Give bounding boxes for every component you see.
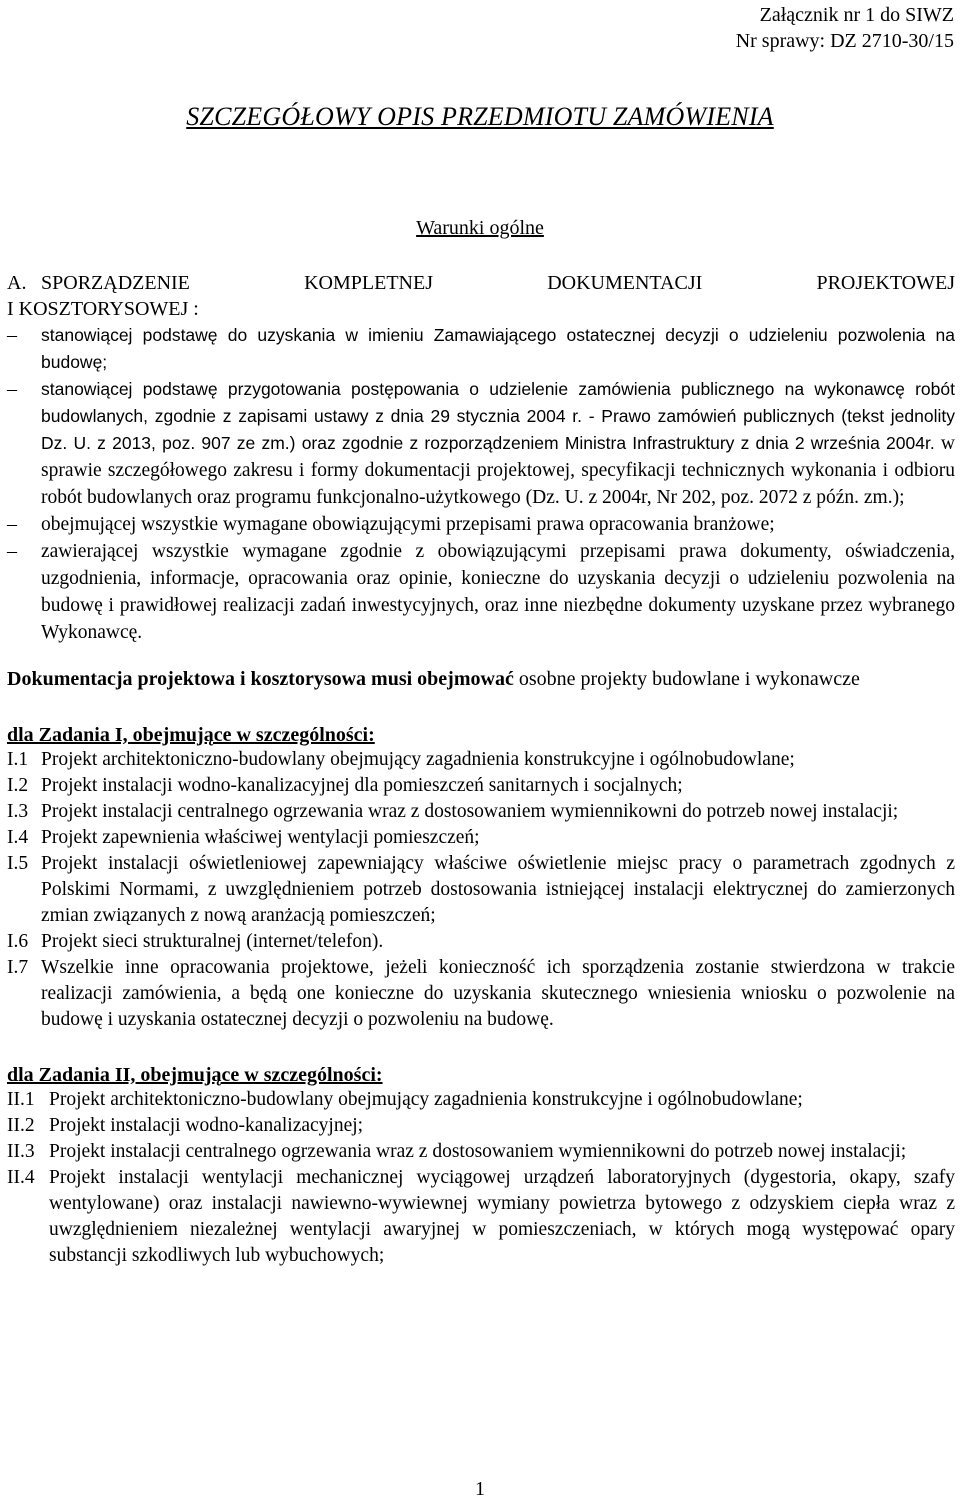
item-text: Projekt zapewnienia właściwej wentylacji pomieszczeń; (41, 827, 480, 848)
list-item (7, 1165, 955, 1269)
list-item-text: zawierającej wszystkie wymagane zgodnie z obowiązującymi przepisami prawa dokumenty, oświadczenia, uzgodnienia, informacje, opracowania oraz opinie, konieczne do uzyskania decyzji o udzieleniu pozwolenia na budowę i prawidłowej realizacji zadań inwestycyjnych, oraz inne niezbędne dokumenty uzyskane przez wybranego Wykonawcę. (41, 541, 955, 643)
list-item (7, 955, 955, 1033)
list-item (7, 538, 955, 646)
item-text: Projekt instalacji centralnego ogrzewania wraz z dostosowaniem wymiennikowni do potrzeb nowej instalacji; (49, 1141, 907, 1162)
item-text: Projekt sieci strukturalnej (internet/telefon). (41, 931, 384, 952)
document-body (7, 270, 955, 1269)
section-a-title-line1: SPORZĄDZENIE KOMPLETNEJ DOKUMENTACJI PROJEKTOWEJ (41, 272, 955, 294)
list-item (7, 929, 955, 955)
section-a-number: A. (7, 272, 27, 294)
item-text: Projekt instalacji wentylacji mechanicznej wyciągowej urządzeń laboratoryjnych (dygestoria, okapy, szafy wentylowane) oraz instalacji nawiewno-wywiewnej wymiany powietrza bytowego z odzyskiem ciepła wraz z uwzględnieniem niezależnej wentylacji awaryjnej w pomieszczeniach, w których mogą występować opary substancji szkodliwych lub wybuchowych; (49, 1167, 955, 1266)
list-item (7, 1087, 955, 1113)
list-item (7, 511, 955, 538)
list-item-text: obejmującej wszystkie wymagane obowiązującymi przepisami prawa opracowania branżowe; (41, 514, 775, 535)
item-number: I.1 (7, 749, 29, 770)
item-text: Wszelkie inne opracowania projektowe, jeżeli konieczność ich sporządzenia zostanie stwierdzona w trakcie realizacji zamówienia, a będą one konieczne do uzyskania skutecznego wniesienia wniosku o pozwolenie na budowę i uzyskania ostatecznej decyzji o pozwoleniu na budowę. (41, 957, 955, 1030)
dash-bullet: – (7, 513, 17, 535)
section-a-title-line2: I KOSZTORYSOWEJ : (7, 298, 199, 320)
item-text: Projekt instalacji oświetleniowej zapewniający właściwe oświetlenie miejsc pracy o parametrach zgodnych z Polskimi Normami, z uwzględnieniem potrzeb dostosowania istniejącej instalacji elektrycznej do zamierzonych zmian związanych z nową aranżacją pomieszczeń; (41, 853, 955, 926)
list-item (7, 1139, 955, 1165)
zadanie-2-heading: dla Zadania II, obejmujące w szczególności: (7, 1064, 383, 1086)
document-title: SZCZEGÓŁOWY OPIS PRZEDMIOTU ZAMÓWIENIA (186, 102, 774, 131)
item-number: II.4 (7, 1167, 35, 1188)
legal-basis-text: stanowiącej podstawę przygotowania postępowania o udzielenie zamówienia publicznego na wykonawcę robót budowlanych, zgodnie z zapisami ustawy z dnia 29 stycznia 2004 r. - Prawo zamówień publicznych (tekst jednolity Dz. U. z 2013, poz. 907 ze zm.) oraz zgodnie z rozporządzeniem Ministra Infrastruktury z dnia 2 września 2004r. (41, 379, 955, 453)
item-number: II.1 (7, 1089, 35, 1110)
dash-bullet: – (7, 540, 17, 562)
item-number: I.6 (7, 931, 29, 952)
list-item (7, 1113, 955, 1139)
attachment-label: Załącznik nr 1 do SIWZ (759, 4, 954, 26)
item-number: I.2 (7, 775, 29, 796)
dash-bullet: – (7, 378, 17, 400)
list-item-text: stanowiącej podstawę do uzyskania w imieniu Zamawiającego ostatecznej decyzji o udzieleniu pozwolenia na budowę; (41, 325, 955, 372)
item-number: II.3 (7, 1141, 35, 1162)
section-subtitle: Warunki ogólne (416, 217, 544, 239)
item-text: Projekt architektoniczno-budowlany obejmujący zagadnienia konstrukcyjne i ogólnobudowlane; (41, 749, 795, 770)
regulation-text: w sprawie szczegółowego zakresu i formy dokumentacji projektowej, specyfikacji technicznych wykonania i odbioru robót budowlanych oraz programu funkcjonalno-użytkowego (Dz. U. z 2004r, Nr 202, poz. 2072 z późn. zm.); (41, 433, 955, 508)
section-a-heading (7, 270, 955, 296)
zadanie-1-heading: dla Zadania I, obejmujące w szczególności: (7, 724, 375, 746)
item-number: II.2 (7, 1115, 35, 1136)
list-item (7, 322, 955, 376)
dash-bullet: – (7, 324, 17, 346)
item-text: Projekt instalacji wodno-kanalizacyjnej; (49, 1115, 364, 1136)
item-text: Projekt architektoniczno-budowlany obejmujący zagadnienia konstrukcyjne i ogólnobudowlane; (49, 1089, 803, 1110)
documentation-rest: osobne projekty budowlane i wykonawcze (513, 668, 860, 690)
zadanie-2-list (7, 1087, 955, 1269)
case-number: Nr sprawy: DZ 2710-30/15 (735, 30, 954, 52)
list-item (7, 799, 955, 825)
list-item (7, 851, 955, 929)
item-number: I.4 (7, 827, 29, 848)
list-item (7, 376, 955, 511)
item-text: Projekt instalacji centralnego ogrzewania wraz z dostosowaniem wymiennikowni do potrzeb nowej instalacji; (41, 801, 899, 822)
item-number: I.5 (7, 853, 29, 874)
list-item-text (41, 376, 955, 511)
documentation-paragraph (7, 666, 955, 693)
page-number: 1 (475, 1478, 485, 1500)
list-item (7, 773, 955, 799)
item-text: Projekt instalacji wodno-kanalizacyjnej dla pomieszczeń sanitarnych i socjalnych; (41, 775, 683, 796)
zadanie-1-list (7, 747, 955, 1033)
documentation-bold: Dokumentacja projektowa i kosztorysowa musi obejmować (7, 668, 514, 690)
item-number: I.3 (7, 801, 29, 822)
item-number: I.7 (7, 957, 29, 978)
document-header (736, 2, 954, 54)
list-item (7, 825, 955, 851)
list-item (7, 747, 955, 773)
